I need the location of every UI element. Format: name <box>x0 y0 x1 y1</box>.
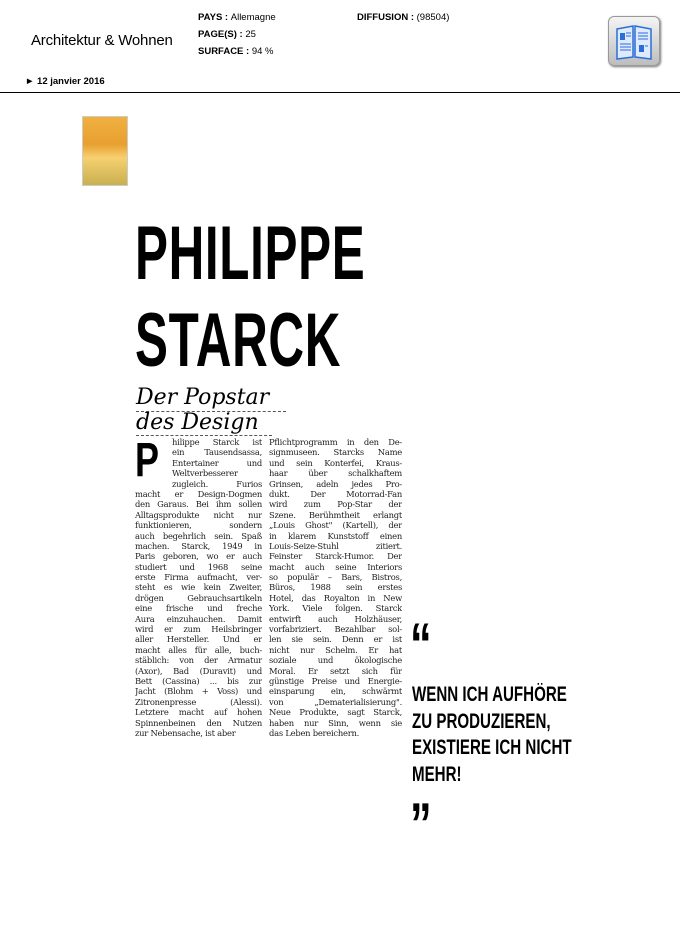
text-line: in klarem Kunststoff einen <box>269 530 402 541</box>
text-line: Bett (Cassina) ... bis zur <box>135 675 262 686</box>
text-line: (Axor), Bad (Duravit) und <box>135 665 262 676</box>
text-line: haben nur Sinn, wenn sie <box>269 717 402 728</box>
text-line: steht es wie kein Zweiter, <box>135 582 262 593</box>
pages-value: 25 <box>245 29 256 40</box>
text-line: Weltverbesserer <box>172 468 238 479</box>
text-line: vorfabriziert. Bezahlbar sol- <box>269 624 402 635</box>
text-line: York. Viele folgen. Starck <box>269 603 402 614</box>
pages <box>198 29 256 40</box>
quote-line: WENN ICH AUFHÖRE <box>412 683 567 706</box>
text-line: Hotel, das Royalton in New <box>269 592 402 603</box>
text-line: „Louis Ghost" (Kartell), der <box>269 520 402 531</box>
text-line: Spinnenbeinen den Nutzen <box>135 717 262 728</box>
text-line: macht auch seine Interiors <box>269 561 402 572</box>
text-line: dukt. Der Motorrad-Fan <box>269 488 402 499</box>
text-line: Paris geboren, wo er auch <box>135 551 262 562</box>
text-line: haar über schalkhaftem <box>269 468 402 479</box>
quote-line: ZU PRODUZIEREN, <box>412 709 551 733</box>
page-thumbnail[interactable] <box>82 116 128 186</box>
text-line: macht alles für alle, buch- <box>135 644 262 655</box>
text-line: nicht nur Schelm. Er hat <box>269 644 402 655</box>
text-line: auch begehrlich sein. Spaß <box>135 530 262 541</box>
text-line: drögen Gebrauchsartikeln <box>135 592 262 603</box>
surface <box>198 46 274 57</box>
text-line: signmuseen. Starcks Name <box>269 447 402 458</box>
country-value: Allemagne <box>230 12 276 23</box>
text-line: stäblich: von der Armatur <box>135 655 262 666</box>
text-line: Feinster Starck-Humor. Der <box>269 551 402 562</box>
text-line: Szene. Berühmtheit erlangt <box>269 509 402 520</box>
text-line: eine frische und freche <box>135 603 262 614</box>
text-line: aller Hersteller. Und er <box>135 634 262 645</box>
quote-open-icon: “ <box>410 611 432 678</box>
text-line: und sein Konterfei, Kraus- <box>269 457 402 468</box>
text-line: ein Tausendsassa, <box>172 447 262 458</box>
header-divider <box>0 92 680 93</box>
text-line: Alltagsprodukte nicht nur <box>135 509 262 520</box>
diffusion-value: (98504) <box>416 12 450 23</box>
date <box>25 76 105 87</box>
quote-line: MEHR! <box>412 762 462 786</box>
text-line: zur Nebensache, ist aber <box>135 727 236 738</box>
text-line: macht er Design-Dogmen <box>135 488 262 499</box>
text-line: erste Firma aufmacht, ver- <box>135 572 262 583</box>
surface-label: SURFACE : <box>198 46 250 57</box>
text-line: hilippe Starck ist <box>172 437 262 447</box>
text-line: von „Dematerialisierung". <box>269 696 402 707</box>
text-line: zugleich. Furios <box>172 478 262 489</box>
text-line: entwirft auch Holzhäuser, <box>269 613 402 624</box>
text-line: einsparung ein, schwärmt <box>269 686 402 697</box>
date-text: 12 janvier 2016 <box>37 76 105 87</box>
newspaper-icon[interactable] <box>608 16 660 66</box>
article-subtitle-line1: Der Popstar <box>136 385 286 412</box>
text-line: wird er zum Heilsbringer <box>135 624 262 635</box>
article-column-2 <box>269 437 402 738</box>
surface-value: 94 % <box>251 46 274 57</box>
country-label: PAYS : <box>198 12 229 23</box>
country <box>198 12 276 23</box>
text-line: studiert und 1968 seine <box>135 561 262 572</box>
text-line: Louis-Seize-Stuhl zitiert. <box>269 540 402 551</box>
text-line: Jacht (Blohm + Voss) und <box>135 686 262 697</box>
text-line: soziale und ökologische <box>269 655 402 666</box>
text-line: Büros, 1988 sein erstes <box>269 582 402 593</box>
article-title-line1: PHILIPPE <box>135 211 366 296</box>
diffusion <box>357 12 449 23</box>
text-line: Pflichtprogramm in den De- <box>269 437 402 447</box>
article-subtitle-line2: des Design <box>136 411 272 436</box>
article-title-line2: STARCK <box>135 298 342 383</box>
quote-line: EXISTIERE ICH NICHT <box>412 736 572 759</box>
text-line: Zitronenpresse (Alessi). <box>135 696 262 707</box>
drop-cap: P <box>135 434 160 487</box>
text-line: Entertainer und <box>172 457 262 468</box>
text-line: len sie sein. Denn er ist <box>269 634 402 645</box>
pull-quote <box>412 682 572 788</box>
text-line: Aura einzuhauchen. Damit <box>135 613 262 624</box>
text-line: das Leben bereichern. <box>269 727 360 738</box>
quote-close-icon: ” <box>410 791 432 858</box>
pages-label: PAGE(S) : <box>198 29 243 40</box>
text-line: günstige Preise und Energie- <box>269 675 402 686</box>
text-line: wird zum Pop-Star der <box>269 499 402 510</box>
text-line: Letztere macht auf hohen <box>135 707 262 718</box>
text-line: den Garaus. Bei ihm sollen <box>135 499 262 510</box>
text-line: Moral. Er setzt sich für <box>269 665 402 676</box>
text-line: Neue Produkte, sagt Starck, <box>269 707 402 718</box>
publication-name: Architektur & Wohnen <box>31 32 173 49</box>
text-line: funktionieren, sondern <box>135 520 262 531</box>
diffusion-label: DIFFUSION : <box>357 12 414 23</box>
arrow-right-icon: ► <box>25 76 35 87</box>
text-line: Grinsen, adeln jedes Pro- <box>269 478 402 489</box>
text-line: so populär – Bars, Bistros, <box>269 572 402 583</box>
text-line: machen. Starck, 1949 in <box>135 540 262 551</box>
article-column-1 <box>135 437 262 738</box>
